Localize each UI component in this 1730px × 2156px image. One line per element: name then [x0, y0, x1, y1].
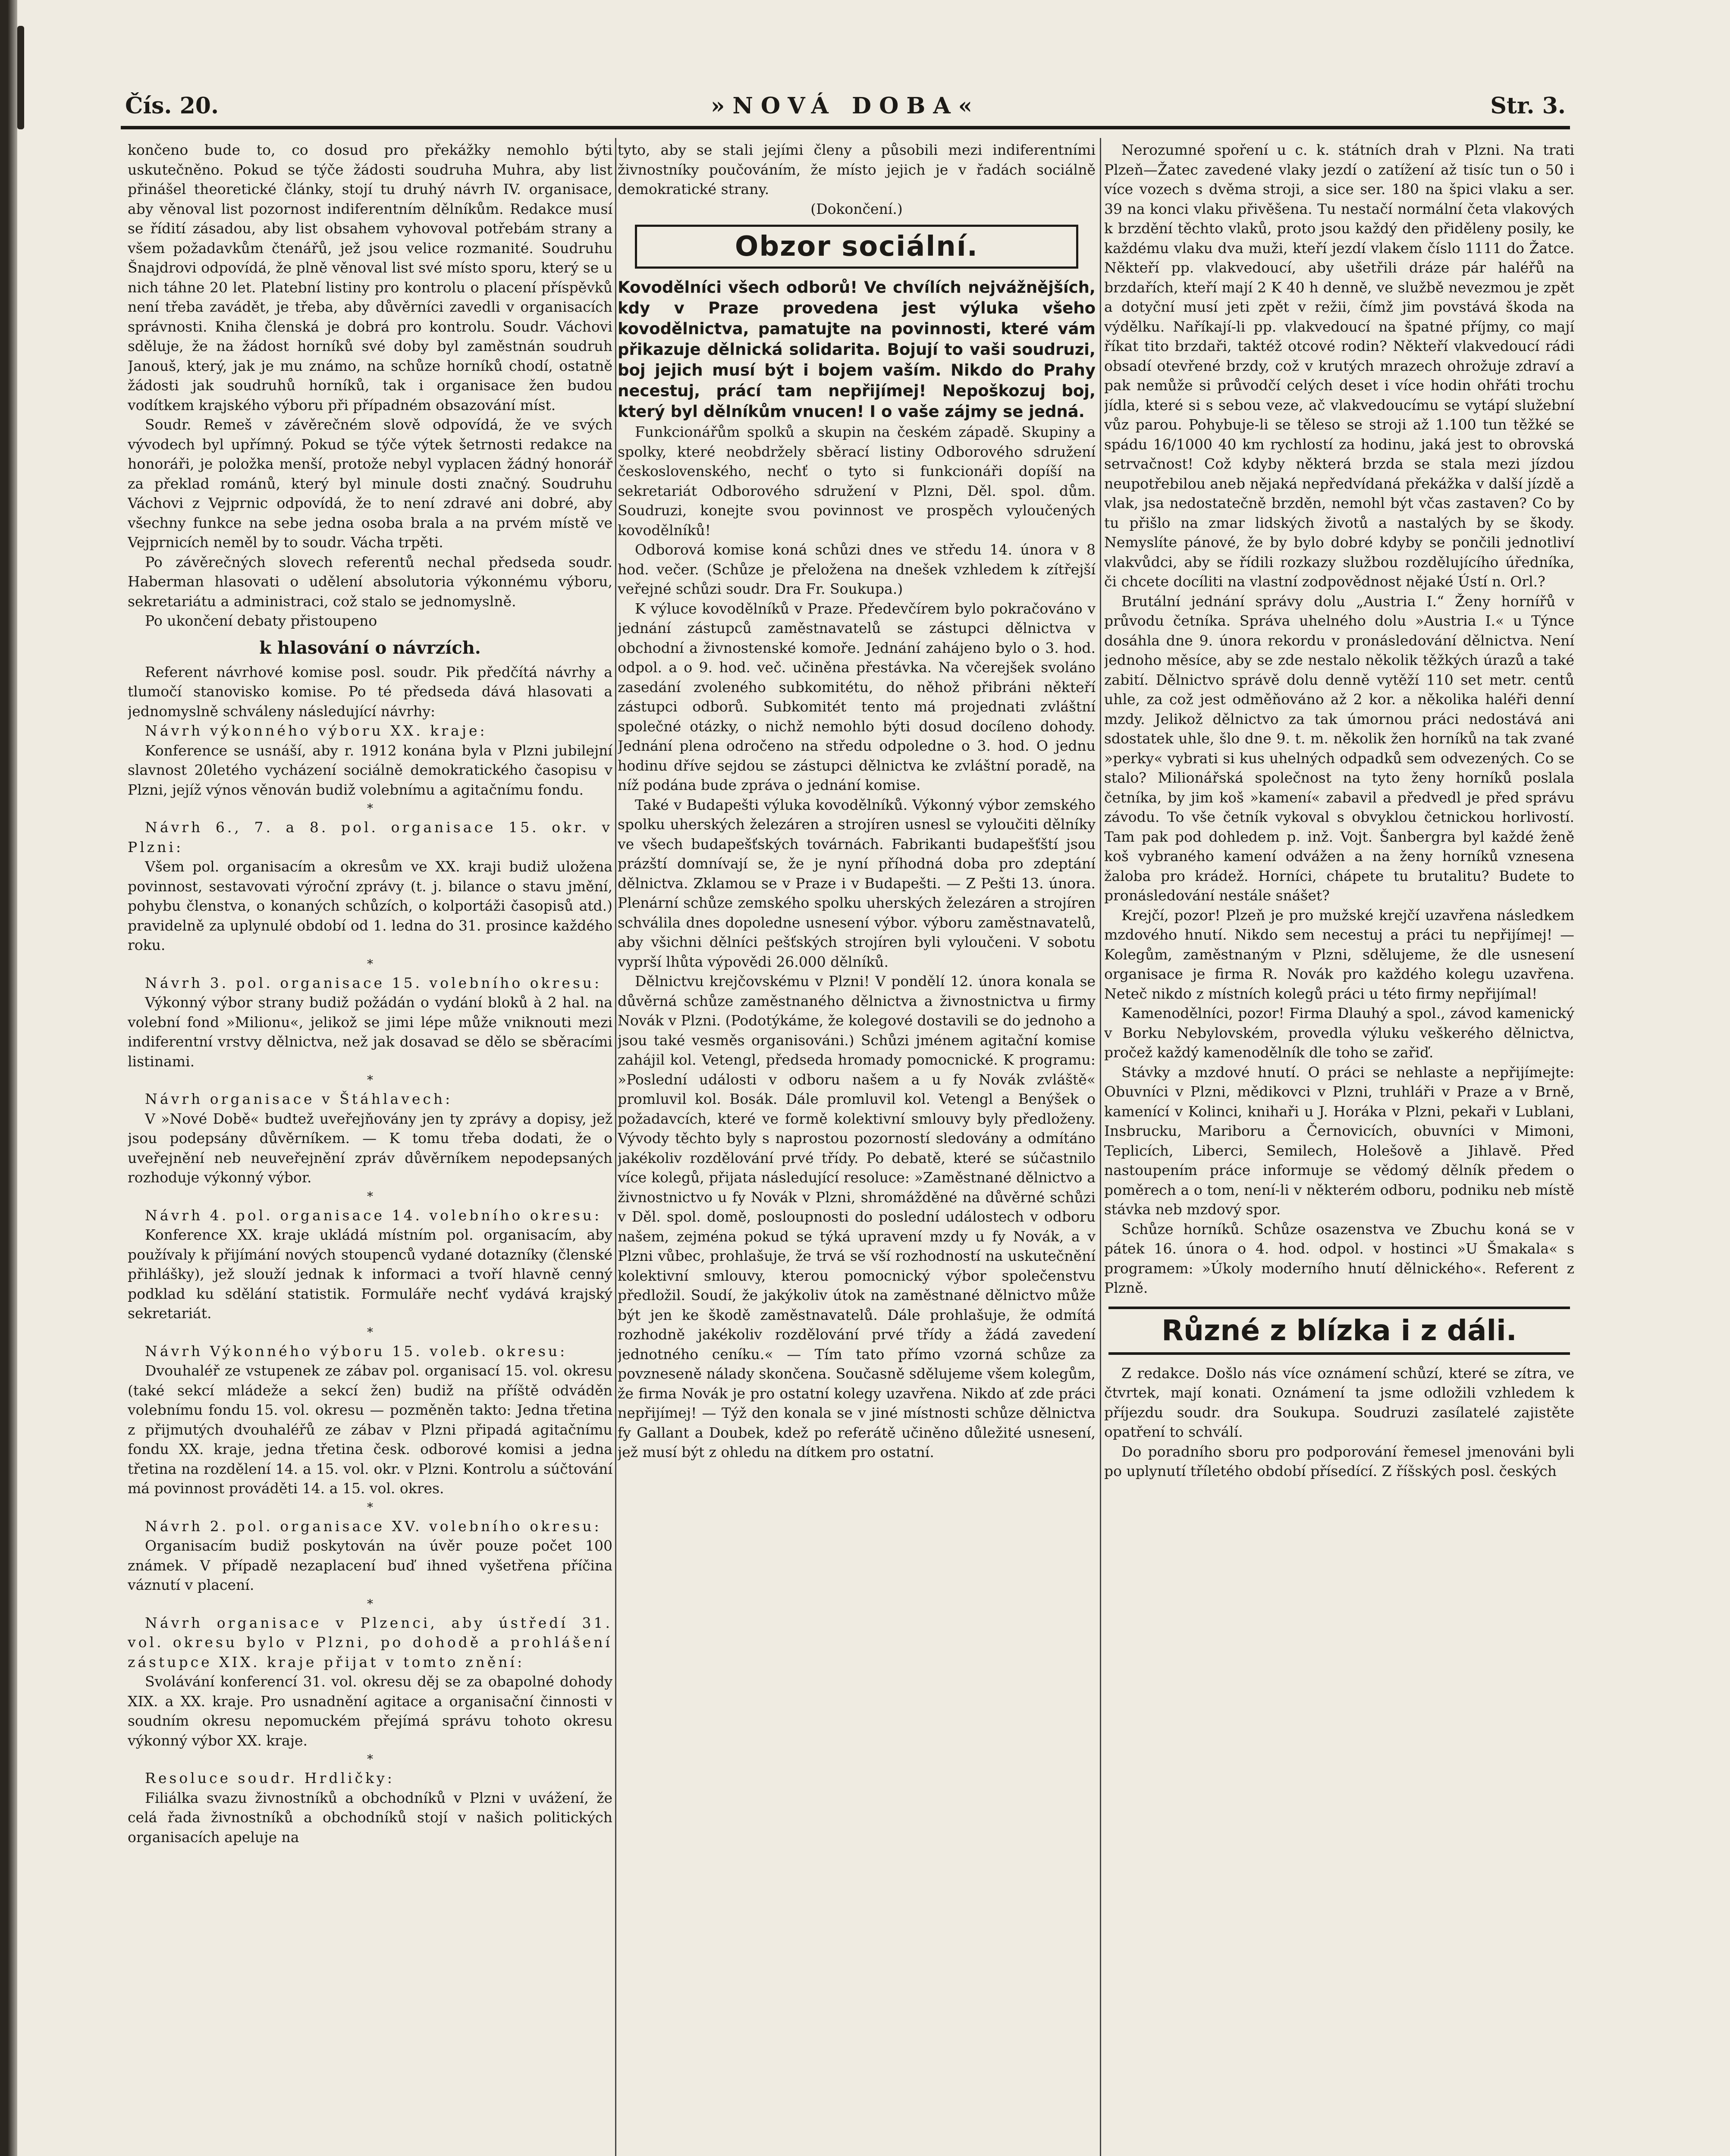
motion-text: Výkonný výbor strany budiž požádán o vydání bloků à 2 hal. na volební fond »Milionu«, jelikož se jimi lépe může vniknouti mezi indiferentní vrstvy dělnictva, než jak dosavad se dělo se sběracími listinami.: [128, 994, 612, 1070]
column-2: [618, 140, 1096, 2156]
page-header: [125, 93, 1566, 123]
article-paragraph: Soudr. Remeš v závěrečném slově odpovídá, že ve svých vývodech byl upřímný. Pokud se týče výtek šetrnosti redakce na honoráři, je položka menší, protože nebyl vyplacen žádný honorář za překlad románů, který byl minule dosti značný. Soudruhu Váchovi z Vejprnic odpovídá, že to není zdravé ani dobré, aby všechny funkce na sebe jedna osoba brala a na prvém místě ve Vejprnicích neměl by to soudr. Vácha trpěti.: [128, 416, 612, 551]
torn-left-edge: [0, 0, 17, 2156]
page-number: Str. 3.: [1490, 93, 1566, 119]
separator-asterisk: *: [367, 1596, 373, 1611]
article-paragraph: Po ukončení debaty přistoupeno: [145, 612, 377, 629]
motion-text: Konference XX. kraje ukládá místním pol. organisacím, aby používaly k přijímání nových stoupenců vydané dotazníky (členské přihlášky), jež slouží jednak k informaci a tvoří hlavně cenný podklad ku sdělání statistik. Formuláře nechť vydává krajský sekretariát.: [128, 1226, 612, 1322]
separator-asterisk: *: [367, 1500, 373, 1514]
binding-mark: [17, 26, 24, 129]
header-rule: [121, 126, 1570, 129]
column-divider-2: [1100, 138, 1101, 2156]
news-item: Funkcionářům spolků a skupin na českém západě. Skupiny a spolky, které neobdržely sběrací listiny Odborového sdružení československého, nechť o tyto si funkcionáři dopíší na sekretariát Odborového sdružení v Plzni, Děl. spol. dům. Soudruzi, konejte svou povinnost ve prospěch vyloučených kovodělníků!: [618, 423, 1096, 539]
section-title-banner: Různé z blízka i z dáli.: [1108, 1307, 1570, 1355]
news-item: Odborová komise koná schůzi dnes ve středu 14. února v 8 hod. večer. (Schůze je přeložena na dnešek vzhledem k zítřejší veřejné schůzi soudr. Dra Fr. Soukupa.): [618, 541, 1096, 597]
bold-appeal: Kovodělníci všech odborů! Ve chvílích nejvážnějších, kdy v Praze provedena jest výluka všeho kovodělnictva, pamatujte na povinnosti, které vám přikazuje dělnická solidarita. Bojují to vaši soudruzi, boj jejich musí být i bojem vaším. Nikdo do Prahy necestuj, prácí tam nepřijímej! Nepoškozuj boj, který byl dělníkům vnucen! I o vaše zájmy se jedná.: [618, 278, 1096, 421]
separator-asterisk: *: [367, 956, 373, 971]
news-item: Kamenodělníci, pozor! Firma Dlauhý a spol., závod kamenický v Borku Nebylovském, provedla výluku veškerého dělnictva, pročež každý kamenodělník dle toho se zařiď.: [1104, 1005, 1574, 1061]
motion-title: Resoluce soudr. Hrdličky:: [145, 1770, 395, 1786]
motion-text: Dvouhaléř ze vstupenek ze zábav pol. organisací 15. vol. okresu (také sekcí mládeže a sekcí žen) budiž na příště odváděn volebnímu fondu 15. vol. okresu — pozměněn takto: Jedna třetina z přijmutých dvouhaléřů ze zábav v Plzni připadá agitačnímu fondu XX. kraje, jedna třetina česk. odborové komisi a jedna třetina na rozdělení 14. a 15. vol. okr. v Plzni. Kontrolu a súčtování má povinnost prováděti 14. a 15. vol. okres.: [128, 1362, 612, 1497]
motion-title: Návrh organisace v Štáhlavech:: [145, 1091, 453, 1107]
news-item: Do poradního sboru pro podporování řemesel jmenováni byli po uplynutí tříletého období přísedící. Z říšských posl. českých: [1104, 1443, 1574, 1479]
separator-asterisk: *: [367, 1073, 373, 1087]
column-divider-1: [615, 138, 616, 2156]
separator-asterisk: *: [367, 1189, 373, 1203]
separator-asterisk: *: [367, 1325, 373, 1339]
article-paragraph: tyto, aby se stali jejími členy a působili mezi indiferentními živnostníky poučováním, že místo jejich je v řadách sociálně demokratické strany.: [618, 141, 1096, 197]
news-item: Z redakce. Došlo nás více oznámení schůzí, které se zítra, ve čtvrtek, mají konati. Oznámení ta jsme odložili vzhledem k příjezdu soudr. dra Soukupa. Soudruzi zasílatelé zajistěte opatření to schválí.: [1104, 1364, 1574, 1440]
motion-title: Návrh Výkonného výboru 15. voleb. okresu:: [145, 1342, 568, 1360]
separator-asterisk: *: [367, 1752, 373, 1766]
column-3: [1104, 140, 1574, 2156]
motion-text: Filiálka svazu živnostníků a obchodníků v Plzni v uvážení, že celá řada živnostníků a obchodníků stojí v našich politických organisacích apeluje na: [128, 1789, 612, 1846]
continuation-note: (Dokončení.): [810, 200, 903, 217]
motion-text: Organisacím budiž poskytován na úvěr pouze počet 100 známek. V případě nezaplacení buď ihned vyšetřena příčina váznutí v placení.: [128, 1537, 612, 1593]
news-item: Schůze horníků. Schůze osazenstva ve Zbuchu koná se v pátek 16. února o 4. hod. odpol. v hostinci »U Šmakala« s programem: »Úkoly moderního hnutí dělnického«. Referent z Plzně.: [1104, 1220, 1574, 1296]
motion-text: Konference se usnáší, aby r. 1912 konána byla v Plzni jubilejní slavnost 20letého vycházení sociálně demokratického časopisu v Plzni, jejíž výnos věnován budiž volebnímu a agitačnímu fondu.: [128, 742, 612, 798]
article-paragraph: Po závěrečných slovech referentů nechal předseda soudr. Haberman hlasovati o udělení absolutoria výkonnému výboru, sekretariátu a administraci, což stalo se jednomyslně.: [128, 553, 612, 610]
motion-title: Návrh 2. pol. organisace XV. volebního okresu:: [145, 1517, 602, 1535]
motion-title: Návrh 6., 7. a 8. pol. organisace 15. okr. v Plzni:: [128, 819, 612, 856]
masthead-title: »NOVÁ DOBA«: [710, 93, 980, 119]
motion-title: Návrh 4. pol. organisace 14. volebního okresu:: [145, 1206, 602, 1224]
news-item: Stávky a mzdové hnutí. O práci se nehlaste a nepřijímejte: Obuvníci v Plzni, mědikovci v Plzni, truhláři v Praze a v Brně, kamenící v Kolinci, knihaři u J. Horáka v Plzni, pekaři v Lublani, Insbrucku, Mariboru a Černovicích, obuvníci v Mimoni, Teplicích, Liberci, Semilech, Holešově a Jihlavě. Před nastoupením práce informuje se vědomý dělník předem o poměrech a o tom, není-li v některém odboru, podniku neb místě stávka neb mzdový spor.: [1104, 1063, 1574, 1218]
motion-title: Návrh výkonného výboru XX. kraje:: [145, 722, 487, 739]
news-item: K výluce kovodělníků v Praze. Předevčírem bylo pokračováno v jednání zástupců zaměstnavatelů se zástupci dělnictva v obchodní a živnostenské komoře. Jednání zahájeno bylo o 3. hod. odpol. a o 9. hod. več. učiněna přestávka. Na včerejšek svoláno zasedání zvoleného subkomitétu, do něhož přibráni někteří zástupci odborů. Subkomitét tento má projednati zvláštní společné otázky, o nichž nemohlo býti dosud docíleno dohody. Jednání plena odročeno na středu odpoledne o 3. hod. O jednu hodinu dříve sejdou se zástupci dělnictva ke zvláštní poradě, na níž podána bude zpráva o jednání komise.: [618, 600, 1096, 793]
news-item: Dělnictvu krejčovskému v Plzni! V pondělí 12. února konala se důvěrná schůze zaměstnaného dělnictva a živnostnictva u firmy Novák v Plzni. (Podotýkáme, že kolegové dostavili se do jednoho a jsou také vesměs organisováni.) Schůzi jménem agitační komise zahájil kol. Vetengl, předseda hromady pomocnické. K programu: »Poslední události v odboru našem a u fy Novák zvláště« promluvil kol. Bosák. Dále promluvil kol. Vetengl a Benýšek o požadavcích, které ve formě kolektivní smlouvy byly předloženy. Vývody těchto byly s naprostou pozorností sledovány a odmítáno jakékoliv rozdělování prvé třídy. Po debatě, které se súčastnilo více kolegů, přijata následující resoluce: »Zaměstnané dělnictvo a živnostnictvo u fy Novák v Plzni, shromážděné na důvěrné schůzi v Děl. spol. domě, posloupnosti do poslední událostech v odboru našem, zejména pokud se týká upravení mzdy u fy Novák, a v Plzni vůbec, prohlašuje, že trvá se vší rozhodností na uskutečnění kolektivní smlouvy, kterou pomocnický výbor společenstvu předložil. Soudí, že jakýkoliv útok na zaměstnané dělnictvo může být jen ke škodě zaměstnavatelů. Dále prohlašuje, že odmítá rozhodně jakékoliv rozdělování prvé třídy a žádá zavedení jednotného ceníku.« — Tím tato přímo vzorná schůze za povzneseně nálady skončena. Současně sdělujeme všem kolegům, že firma Novák je pro ostatní kolegy uzavřena. Nikdo ať zde práci nepřijímej! — Týž den konala se v jiné místnosti schůze dělnictva fy Gallant a Doubek, kdež po referátě učiněno důležité usnesení, jež musí být z ohledu na dítkem pro ostatní.: [618, 973, 1096, 1460]
article-paragraph: Referent návrhové komise posl. soudr. Pik předčítá návrhy a tlumočí stanovisko komise. Po té předseda dává hlasovati a jednomyslně schváleny následující návrhy:: [128, 663, 612, 720]
section-subheading: k hlasování o návrzích.: [259, 637, 481, 658]
column-1: [128, 140, 612, 2156]
motion-text: Všem pol. organisacím a okresům ve XX. kraji budiž uložena povinnost, sestavovati výroční zprávy (t. j. bilance o stavu jmění, pohybu členstva, o konaných schůzích, o kolportáži časopisů atd.) pravidelně za uplynulé období od 1. ledna do 31. prosince každého roku.: [128, 858, 612, 953]
motion-text: Svolávání konferencí 31. vol. okresu děj se za obapolné dohody XIX. a XX. kraje. Pro usnadnění agitace a organisační činnosti v soudním okresu nepomuckém přejímá správu tohoto okresu výkonný výbor XX. kraje.: [128, 1673, 612, 1749]
motion-text: V »Nové Době« budtež uveřejňovány jen ty zprávy a dopisy, jež jsou podepsány důvěrníkem. — K tomu třeba dodati, že o uveřejnění neb neuveřejnění zpráv důvěrníkem nepodepsaných rozhoduje výkonný výbor.: [128, 1110, 612, 1186]
news-item: Brutální jednání správy dolu „Austria I.“ Ženy hornířů v průvodu četníka. Správa uhelného dolu »Austria I.« u Týnce dosáhla dne 9. února rekordu v pronásledování dělnictva. Není jednoho měsíce, aby se zde nestalo několik těžkých úrazů a také zabití. Dělnictvo správě dolu denně vytěží 110 set metr. centů uhle, za což jest odměňováno až 2 kor. a několika haléři denní mzdy. Jelikož dělnictvo za tak úmornou práci nedostává ani sdostatek uhle, šlo dne 9. t. m. několik žen horníků na tak zvané »perky« vybrati si kus uhelných odpadků sem odvezených. Co se stalo? Milionářská společnost na tyto ženy horníků poslala četníka, by jim koš »kamení« zabavil a předvedl je před správu závodu. To vše četník vykoval s obvyklou četnickou horlivostí. Tam pak pod dohledem p. inž. Vojt. Šanbergra byl každé ženě koš vybraného kamení odvážen a na ženy horníků vznesena žaloba pro krádež. Horníci, chápete tu brutalitu? Budete to pronásledování nestále snášet?: [1104, 592, 1574, 904]
news-item: Také v Budapešti výluka kovodělníků. Výkonný výbor zemského spolku uherských železáren a strojíren usnesl se vyloučiti dělníky ve všech budapešťských továrnách. Fabrikanti budapešťští jsou prázští domnívají se, že je nyní příhodná doba pro zdeptání dělnictva. Zklamou se v Praze i v Budapešti. — Z Pešti 13. února. Plenární schůze zemského spolku uherských železáren a strojíren schválila dnes dopoledne usnesení výbor. výboru zaměstnavatelů, aby všichni dělníci pešťských strojíren byli vyloučeni. V sobotu vyprší lhůta výpovědi 26.000 dělníků.: [618, 796, 1096, 970]
separator-asterisk: *: [367, 801, 373, 815]
article-paragraph: končeno bude to, co dosud pro překážky nemohlo býti uskutečněno. Pokud se týče žádosti soudruha Muhra, aby list přinášel theoretické články, stojí tu druhý návrh IV. organisace, aby věnoval list pozornost indiferentním dělníkům. Redakce musí se řídití zásadou, aby list obsahem vyhovoval potřebám strany a všem požadavkům čtenářů, jež jsou velice rozmanité. Soudruhu Šnajdrovi odpovídá, že plně věnoval list své místo sporu, který se u nich táhne 20 let. Platební listiny pro kontrolu o placení příspěvků není třeba zavádět, je třeba, aby důvěrníci zavedli v organisacích správnosti. Kniha členská je dobrá pro kontrolu. Soudr. Váchovi sděluje, že na žádost horníků své doby byl zaměstnán soudruh Janouš, který, jak je mu známo, na schůze horníků chodí, ostatně žádosti jak soudruhů horníků, tak i organisace žen budou vodítkem krajského výboru při případném obsazování míst.: [128, 141, 612, 414]
section-title-box: Obzor sociální.: [635, 225, 1078, 269]
motion-title: Návrh 3. pol. organisace 15. volebního okresu:: [145, 974, 602, 991]
news-item: Nerozumné spoření u c. k. státních drah v Plzni. Na trati Plzeň—Žatec zavedené vlaky jezdí o zatížení až tisíc tun o 50 i více vozech s dvěma stroji, a sice ser. 180 na špici vlaku a ser. 39 na konci vlaku přivěšena. Tu nestačí normální četa vlakových k brzdění těchto vlaků, proto jsou každý den přiděleny posily, ke každému vlaku dva muži, kteří jezdí vlakem číslo 1111 do Žatce. Někteří pp. vlakvedoucí, aby ušetřili dráze pár haléřů na brzdařích, kteří mají 2 K 40 h denně, ve službě nevezmou je zpět a dotyční musí jeti zpět v režii, čímž jim povstává škoda na výdělku. Naříkají-li pp. vlakvedoucí na špatné příjmy, co mají říkat tito brzdaři, taktéž otcové rodin? Někteří vlakvedoucí rádi obsadí otevřené brzdy, což v krutých mrazech ohrožuje zdraví a pak nemůže si průvodčí celých deset i více hodin ohřáti trochu jídla, které si s sebou veze, ač vlakvedoucímu se vytápí služební vůz parou. Pohybuje-li se těleso se stroji až 1.100 tun těžké se spádu 16/1000 40 km rychlostí za hodinu, jaká jest to obrovská setrvačnost! Což kdyby některá brzda se stala mezi jízdou neupotřebilou aneb nějaká nepředvídaná překážka v další jízdě a vlak, jsa nedostatečně brzděn, nemohl být včas zastaven? Co by tu přišlo na zmar lidských životů a nastalých by se škody. Nemyslíte pánové, že by bylo dobré kdyby se pončili jednotliví vlakvůdci, aby se řídili rozkazy službou rozdělujícího úředníka, či chcete docíliti na vlastní zodpovědnost nějaké Ústí n. Orl.?: [1104, 141, 1574, 590]
motion-title: Návrh organisace v Plzenci, aby ústředí 31. vol. okresu bylo v Plzni, po dohodě a prohlášení zástupce XIX. kraje přijat v tomto znění:: [128, 1614, 612, 1670]
news-item: Krejčí, pozor! Plzeň je pro mužské krejčí uzavřena následkem mzdového hnutí. Nikdo sem necestuj a práci tu nepřijímej! — Kolegům, zaměstnaným v Plzni, sdělujeme, že dle usnesení organisace je firma R. Novák pro každého kolegu uzavřena. Neteč nikdo z místních kolegů práci u této firmy nepřijímal!: [1104, 906, 1574, 1002]
issue-number: Čís. 20.: [125, 93, 219, 119]
